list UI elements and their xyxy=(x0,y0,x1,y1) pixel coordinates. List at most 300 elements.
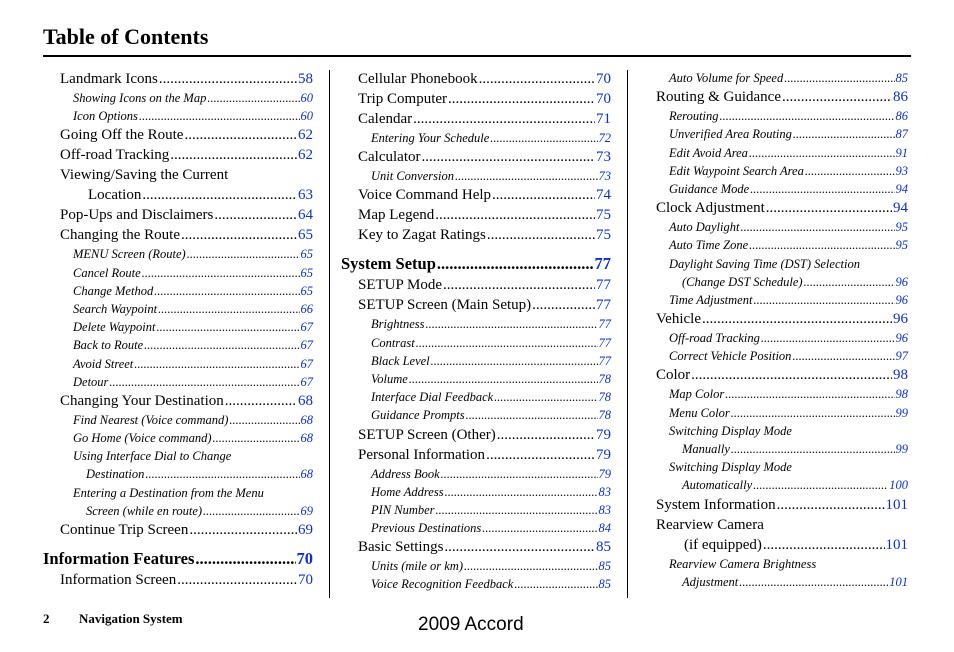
page-number-link[interactable]: 77 xyxy=(598,317,611,332)
toc-entry-title: Pop-Ups and Disclaimers xyxy=(60,207,214,224)
dot-leader xyxy=(455,167,598,185)
page-number-link[interactable]: 74 xyxy=(596,187,611,204)
dot-leader xyxy=(739,573,888,591)
page-number-link[interactable]: 98 xyxy=(893,367,908,384)
footer-page-number: 2 xyxy=(43,611,50,626)
page-number-link[interactable]: 78 xyxy=(598,390,611,405)
column-divider-1 xyxy=(329,70,330,598)
dot-leader xyxy=(409,370,598,388)
toc-entry-title: Brightness xyxy=(371,317,425,332)
toc-entry-title: PIN Number xyxy=(371,502,435,517)
dot-leader xyxy=(444,537,595,557)
toc-entry[interactable] xyxy=(639,440,908,458)
dot-leader xyxy=(187,245,300,263)
page-number-link[interactable]: 83 xyxy=(598,502,611,517)
toc-entry-title: Auto Volume for Speed xyxy=(669,71,784,85)
page-number-link[interactable]: 71 xyxy=(596,111,611,127)
dot-leader xyxy=(691,365,892,385)
page-number-link[interactable]: 96 xyxy=(895,331,908,346)
page-number-link[interactable]: 101 xyxy=(889,574,908,589)
dot-leader xyxy=(431,352,598,370)
dot-leader xyxy=(181,225,297,245)
toc-entry[interactable] xyxy=(639,87,908,107)
toc-entry-title: Continue Trip Screen xyxy=(60,522,189,538)
toc-entry[interactable] xyxy=(341,205,611,225)
toc-entry[interactable] xyxy=(639,125,908,143)
toc-entry-title: Color xyxy=(656,367,691,384)
page-number-link[interactable]: 60 xyxy=(300,91,313,105)
toc-entry-title: Changing Your Destination xyxy=(60,392,224,409)
page-title: Table of Contents xyxy=(43,24,209,49)
toc-entry-title: Vehicle xyxy=(656,311,701,328)
toc-entry[interactable] xyxy=(43,205,313,225)
dot-leader xyxy=(195,548,295,570)
toc-entry-title: Rearview Camera xyxy=(656,516,764,533)
toc-column-1 xyxy=(43,69,313,590)
page-number-link[interactable]: 85 xyxy=(596,539,611,556)
dot-leader xyxy=(725,385,894,403)
toc-entry[interactable] xyxy=(43,465,313,483)
page-number-link[interactable]: 99 xyxy=(895,405,908,420)
dot-leader xyxy=(142,185,297,205)
toc-entry-title: Find Nearest (Voice command) xyxy=(73,412,229,427)
footer-section-name: Navigation System xyxy=(79,611,183,626)
toc-entry-title: Information Features xyxy=(43,549,195,568)
dot-leader xyxy=(749,236,894,254)
toc-entry[interactable] xyxy=(43,145,313,165)
toc-entry[interactable] xyxy=(341,501,611,519)
toc-entry[interactable] xyxy=(43,429,313,447)
page-number-link[interactable]: 65 xyxy=(300,247,313,262)
toc-entry[interactable] xyxy=(639,404,908,422)
dot-leader xyxy=(731,440,895,458)
toc-entry[interactable] xyxy=(341,129,611,147)
toc-entry[interactable] xyxy=(43,520,313,540)
toc-entry[interactable] xyxy=(341,352,611,370)
toc-entry[interactable] xyxy=(341,445,611,465)
toc-entry-title: Unit Conversion xyxy=(371,169,454,184)
dot-leader xyxy=(184,125,297,145)
toc-entry[interactable] xyxy=(43,391,313,411)
page-number-link[interactable]: 73 xyxy=(596,149,611,166)
page-number-link[interactable]: 67 xyxy=(300,356,313,371)
dot-leader xyxy=(782,87,892,107)
toc-entry[interactable] xyxy=(341,167,611,185)
toc-entry-title: Menu Color xyxy=(669,405,730,420)
toc-entry[interactable] xyxy=(639,218,908,236)
dot-leader xyxy=(766,198,892,218)
page-number-link[interactable]: 73 xyxy=(598,169,611,184)
dot-leader xyxy=(416,334,598,352)
page-number-link[interactable]: 83 xyxy=(598,484,611,499)
toc-entry-title: Edit Waypoint Search Area xyxy=(669,163,804,178)
toc-entry[interactable] xyxy=(639,144,908,162)
toc-entry-title: SETUP Screen (Other) xyxy=(358,426,496,443)
toc-entry[interactable] xyxy=(43,355,313,373)
toc-entry[interactable] xyxy=(639,162,908,180)
toc-entry-title: Black Level xyxy=(371,353,430,368)
page-number-link[interactable]: 101 xyxy=(885,496,908,513)
dot-leader xyxy=(479,69,595,89)
toc-entry-title: Go Home (Voice command) xyxy=(73,431,212,446)
toc-entry-title: Showing Icons on the Map xyxy=(73,91,207,105)
toc-entry-title: Destination xyxy=(86,467,145,482)
toc-entry-title: Location xyxy=(88,187,142,204)
toc-entry[interactable] xyxy=(341,465,611,483)
toc-entry-title: Landmark Icons xyxy=(60,71,158,87)
page-number-link[interactable]: 70 xyxy=(596,91,611,107)
toc-entry-title: (if equipped) xyxy=(684,536,762,553)
toc-entry[interactable] xyxy=(341,295,611,315)
page-number-link[interactable]: 60 xyxy=(300,109,313,124)
dot-leader xyxy=(731,404,895,422)
page-number-link[interactable]: 77 xyxy=(598,335,611,350)
page-number-link[interactable]: 75 xyxy=(596,207,611,224)
toc-entry[interactable] xyxy=(43,245,313,263)
toc-entry[interactable] xyxy=(341,225,611,245)
toc-entry[interactable] xyxy=(639,365,908,385)
toc-entry[interactable] xyxy=(43,107,313,125)
dot-leader xyxy=(750,180,894,198)
toc-entry[interactable] xyxy=(341,483,611,501)
toc-entry-title: Calendar xyxy=(358,111,413,127)
toc-entry[interactable] xyxy=(341,315,611,333)
toc-entry[interactable] xyxy=(639,291,908,309)
column-divider-2 xyxy=(627,70,628,598)
dot-leader xyxy=(203,502,299,520)
dot-leader xyxy=(159,69,297,89)
toc-entry xyxy=(43,484,313,502)
toc-entry-title: Screen (while en route) xyxy=(86,503,203,518)
toc-column-2 xyxy=(341,69,611,594)
dot-leader xyxy=(720,107,895,125)
toc-entry xyxy=(43,165,313,185)
toc-entry[interactable] xyxy=(341,147,611,167)
toc-entry-title: Viewing/Saving the Current xyxy=(60,167,229,184)
page-number-link[interactable]: 65 xyxy=(300,283,313,298)
page-number-link[interactable]: 58 xyxy=(298,71,313,87)
page-number-link[interactable]: 94 xyxy=(895,181,908,196)
toc-entry[interactable] xyxy=(43,225,313,245)
toc-entry-title: Routing & Guidance xyxy=(656,89,781,106)
toc-entry[interactable] xyxy=(341,537,611,557)
toc-entry-title: Unverified Area Routing xyxy=(669,127,792,142)
toc-entry[interactable] xyxy=(341,557,611,575)
dot-leader xyxy=(189,520,297,540)
toc-entry-title: Rearview Camera Brightness xyxy=(669,556,817,571)
dot-leader xyxy=(436,501,598,519)
page-number-link[interactable]: 64 xyxy=(298,207,313,224)
toc-entry-title: Using Interface Dial to Change xyxy=(73,449,232,464)
toc-entry-title: Switching Display Mode xyxy=(669,460,792,475)
toc-entry-title: Avoid Street xyxy=(73,356,134,371)
page-number-link[interactable]: 86 xyxy=(895,109,908,124)
dot-leader xyxy=(170,145,297,165)
toc-entry[interactable] xyxy=(639,309,908,329)
toc-entry-title: Interface Dial Feedback xyxy=(371,390,494,405)
page-number-link[interactable]: 96 xyxy=(895,274,908,289)
page-number-link[interactable]: 100 xyxy=(889,478,908,493)
page-number-link[interactable]: 101 xyxy=(885,536,908,553)
toc-entry-title: Correct Vehicle Position xyxy=(669,349,792,364)
toc-entry-title: Clock Adjustment xyxy=(656,200,765,217)
page-number-link[interactable]: 77 xyxy=(596,277,611,294)
toc-entry-title: Time Adjustment xyxy=(669,292,753,307)
page-number-link[interactable]: 68 xyxy=(298,392,313,409)
page-number-link[interactable]: 97 xyxy=(895,349,908,364)
toc-entry[interactable] xyxy=(639,69,908,87)
toc-column-3 xyxy=(639,69,908,591)
toc-entry[interactable] xyxy=(341,406,611,424)
toc-entry-title: Automatically xyxy=(682,478,753,493)
dot-leader xyxy=(134,355,299,373)
page-number-link[interactable]: 70 xyxy=(596,71,611,87)
page-number-link[interactable]: 86 xyxy=(893,89,908,106)
toc-entry xyxy=(639,515,908,535)
toc-entry[interactable] xyxy=(341,275,611,295)
toc-entry[interactable] xyxy=(43,69,313,89)
toc-entry-title: Map Color xyxy=(669,387,725,402)
dot-leader xyxy=(763,535,885,555)
dot-leader xyxy=(139,107,300,125)
toc-entry-title: Trip Computer xyxy=(358,91,448,107)
toc-entry xyxy=(639,555,908,573)
page-number-link[interactable]: 68 xyxy=(300,412,313,427)
dot-leader xyxy=(421,147,595,167)
toc-entry-title: Previous Destinations xyxy=(371,521,482,536)
toc-entry[interactable] xyxy=(43,570,313,590)
toc-entry[interactable] xyxy=(639,476,908,494)
toc-entry-title: Off-road Tracking xyxy=(60,147,170,164)
dot-leader xyxy=(177,570,297,590)
page-number-link[interactable]: 84 xyxy=(598,521,611,536)
dot-leader xyxy=(702,309,892,329)
toc-entry[interactable] xyxy=(639,329,908,347)
toc-entry-title: Contrast xyxy=(371,335,415,350)
toc-section-heading[interactable] xyxy=(341,253,611,275)
toc-entry-title: Guidance Mode xyxy=(669,181,750,196)
toc-entry[interactable] xyxy=(639,573,908,591)
dot-leader xyxy=(207,89,299,107)
toc-entry-title: Icon Options xyxy=(73,109,138,124)
page-number-link[interactable]: 77 xyxy=(596,297,611,314)
toc-entry-title: Volume xyxy=(371,371,408,386)
page-number-link[interactable]: 96 xyxy=(895,292,908,307)
toc-entry[interactable] xyxy=(341,519,611,537)
toc-entry[interactable] xyxy=(341,334,611,352)
toc-entry-title: Information Screen xyxy=(60,572,177,588)
toc-entry xyxy=(639,255,908,273)
page-number-link[interactable]: 67 xyxy=(300,374,313,389)
toc-entry-title: Basic Settings xyxy=(358,539,444,556)
page-number-link[interactable]: 68 xyxy=(300,467,313,482)
toc-entry xyxy=(639,422,908,440)
toc-entry-title: Off-road Tracking xyxy=(669,331,760,346)
page-number-link[interactable]: 99 xyxy=(895,442,908,456)
page-number-link[interactable]: 79 xyxy=(596,426,611,443)
toc-entry xyxy=(639,458,908,476)
page-number-link[interactable]: 95 xyxy=(895,220,908,235)
page-number-link[interactable]: 85 xyxy=(895,71,908,85)
toc-entry-title: Edit Avoid Area xyxy=(669,145,748,160)
toc-entry[interactable] xyxy=(43,336,313,354)
page-number-link[interactable]: 94 xyxy=(893,200,908,217)
toc-entry[interactable] xyxy=(43,411,313,429)
page-number-link[interactable]: 66 xyxy=(300,301,313,316)
toc-entry[interactable] xyxy=(341,185,611,205)
toc-entry-title: Delete Waypoint xyxy=(73,320,156,335)
page-number-link[interactable]: 70 xyxy=(298,572,313,588)
toc-entry-title: Cellular Phonebook xyxy=(358,71,478,87)
dot-leader xyxy=(443,275,595,295)
toc-entry-title: Auto Time Zone xyxy=(669,238,749,253)
dot-leader xyxy=(514,575,597,593)
toc-entry[interactable] xyxy=(639,180,908,198)
page-number-link[interactable]: 98 xyxy=(895,387,908,402)
page-number-link[interactable]: 65 xyxy=(298,227,313,244)
dot-leader xyxy=(229,411,299,429)
page-number-link[interactable]: 75 xyxy=(596,227,611,244)
page-number-link[interactable]: 68 xyxy=(300,431,313,446)
page-number-link[interactable]: 95 xyxy=(895,238,908,253)
page-number-link[interactable]: 78 xyxy=(598,371,611,386)
dot-leader xyxy=(445,483,598,501)
toc-entry[interactable] xyxy=(341,89,611,109)
toc-entry[interactable] xyxy=(639,385,908,403)
toc-entry[interactable] xyxy=(639,535,908,555)
dot-leader xyxy=(753,476,888,494)
page-number-link[interactable]: 79 xyxy=(596,446,611,463)
toc-entry[interactable] xyxy=(639,347,908,365)
dot-leader xyxy=(777,495,885,515)
toc-entry[interactable] xyxy=(341,388,611,406)
dot-leader xyxy=(497,425,595,445)
toc-entry-title: SETUP Mode xyxy=(358,277,443,294)
toc-entry-title: SETUP Screen (Main Setup) xyxy=(358,297,532,314)
toc-entry-title: Manually xyxy=(682,442,730,456)
toc-entry-title: Guidance Prompts xyxy=(371,408,465,423)
toc-entry-title: Auto Daylight xyxy=(669,220,740,235)
page-number-link[interactable]: 85 xyxy=(598,559,611,574)
toc-entry[interactable] xyxy=(43,318,313,336)
toc-entry[interactable] xyxy=(341,425,611,445)
toc-entry[interactable] xyxy=(639,236,908,254)
dot-leader xyxy=(448,89,595,109)
page-number-link[interactable]: 87 xyxy=(895,127,908,142)
page-number-link[interactable]: 72 xyxy=(598,131,611,145)
toc-entry[interactable] xyxy=(43,300,313,318)
toc-entry[interactable] xyxy=(43,264,313,282)
page-number-link[interactable]: 69 xyxy=(300,503,313,518)
toc-entry[interactable] xyxy=(43,373,313,391)
toc-entry[interactable] xyxy=(341,370,611,388)
dot-leader xyxy=(157,318,300,336)
toc-entry[interactable] xyxy=(639,198,908,218)
toc-entry[interactable] xyxy=(341,69,611,89)
toc-entry[interactable] xyxy=(43,89,313,107)
dot-leader xyxy=(492,185,595,205)
dot-leader xyxy=(494,388,597,406)
dot-leader xyxy=(487,225,595,245)
dot-leader xyxy=(761,329,895,347)
page-number-link[interactable]: 77 xyxy=(594,254,611,274)
page-number-link[interactable]: 67 xyxy=(300,320,313,335)
toc-entry-title: System Information xyxy=(656,496,776,513)
toc-entry-title: Calculator xyxy=(358,149,421,166)
toc-entry[interactable] xyxy=(43,502,313,520)
toc-entry[interactable] xyxy=(43,125,313,145)
toc-entry-title: Going Off the Route xyxy=(60,127,184,144)
page-number-link[interactable]: 63 xyxy=(298,187,313,204)
dot-leader xyxy=(142,264,300,282)
dot-leader xyxy=(466,406,598,424)
page-number-link[interactable]: 79 xyxy=(598,466,611,481)
page-number-link[interactable]: 96 xyxy=(893,311,908,328)
page-number-link[interactable]: 70 xyxy=(296,549,313,568)
toc-entry-title: Key to Zagat Ratings xyxy=(358,227,486,244)
toc-entry-title: Change Method xyxy=(73,283,154,298)
toc-entry[interactable] xyxy=(341,575,611,593)
page-number-link[interactable]: 77 xyxy=(598,353,611,368)
toc-entry-title: Entering Your Schedule xyxy=(371,131,490,145)
page-number-link[interactable]: 67 xyxy=(300,338,313,353)
toc-entry[interactable] xyxy=(341,109,611,129)
dot-leader xyxy=(784,69,894,87)
toc-entry-title: Entering a Destination from the Menu xyxy=(73,485,264,500)
toc-entry-title: Map Legend xyxy=(358,207,435,224)
dot-leader xyxy=(753,291,894,309)
toc-entry[interactable] xyxy=(639,273,908,291)
page-number-link[interactable]: 91 xyxy=(895,145,908,160)
dot-leader xyxy=(805,162,895,180)
toc-entry[interactable] xyxy=(639,495,908,515)
page-number-link[interactable]: 93 xyxy=(895,163,908,178)
dot-leader xyxy=(225,391,297,411)
toc-entry-title: Cancel Route xyxy=(73,265,141,280)
toc-entry-title: (Change DST Schedule) xyxy=(682,274,803,289)
dot-leader xyxy=(145,465,299,483)
dot-leader xyxy=(144,336,299,354)
page-number-link[interactable]: 62 xyxy=(298,147,313,164)
toc-entry[interactable] xyxy=(43,282,313,300)
toc-entry-title: Voice Recognition Feedback xyxy=(371,577,514,592)
toc-section-heading[interactable] xyxy=(43,548,313,570)
page-number-link[interactable]: 62 xyxy=(298,127,313,144)
dot-leader xyxy=(441,465,598,483)
dot-leader xyxy=(804,273,895,291)
dot-leader xyxy=(464,557,598,575)
toc-entry[interactable] xyxy=(43,185,313,205)
dot-leader xyxy=(490,129,597,147)
dot-leader xyxy=(749,144,895,162)
dot-leader xyxy=(413,109,595,129)
toc-entry[interactable] xyxy=(639,107,908,125)
page-number-link[interactable]: 65 xyxy=(300,265,313,280)
page-number-link[interactable]: 78 xyxy=(598,408,611,423)
dot-leader xyxy=(158,300,299,318)
toc-entry-title: Back to Route xyxy=(73,338,144,353)
page-number-link[interactable]: 69 xyxy=(298,522,313,538)
toc-entry-title: System Setup xyxy=(341,254,436,274)
dot-leader xyxy=(435,205,595,225)
toc-entry-title: Voice Command Help xyxy=(358,187,492,204)
dot-leader xyxy=(486,445,595,465)
dot-leader xyxy=(425,315,597,333)
toc-entry-title: Search Waypoint xyxy=(73,301,158,316)
dot-leader xyxy=(214,205,297,225)
page-number-link[interactable]: 85 xyxy=(598,577,611,592)
toc-entry-title: Adjustment xyxy=(682,574,739,589)
